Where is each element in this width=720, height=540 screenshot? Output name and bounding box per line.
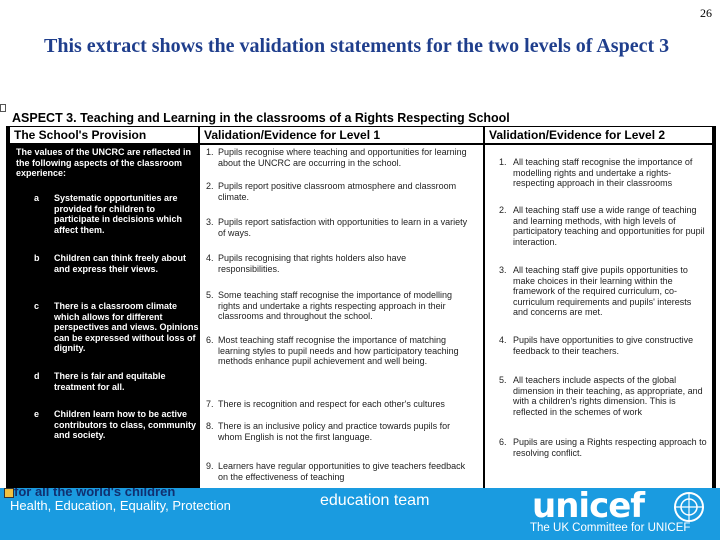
item-text: There is an inclusive policy and practice towards pupils for whom English is not the first language.	[218, 421, 451, 442]
item-letter: d	[34, 371, 40, 381]
item-number: 5.	[499, 375, 507, 385]
col-header-level1: Validation/Evidence for Level 1	[200, 127, 483, 143]
item-number: 2.	[499, 205, 507, 215]
item-number: 3.	[499, 265, 507, 275]
slide-number: 26	[700, 6, 712, 20]
item-text: All teaching staff give pupils opportunities to make choices in their learning within the framework of the required curriculum, co-curriculum requirements and pupils' interests and concerns are met.	[513, 265, 692, 317]
item-text: Children can think freely about and express their views.	[54, 253, 187, 274]
item-number: 5.	[206, 290, 214, 300]
footer-logo-icon	[4, 488, 14, 498]
item-text: Learners have regular opportunities to give teachers feedback on the effectiveness of teaching	[218, 461, 466, 482]
item-number: 1.	[499, 157, 507, 167]
unicef-logo: unicef	[532, 488, 645, 526]
provision-intro: The values of the UNCRC are reflected in the following aspects of the classroom experience:	[16, 147, 192, 178]
item-text: Most teaching staff recognise the importance of matching learning styles to pupil needs and how participatory teaching methods enhance pupil achievement and well being.	[218, 335, 459, 366]
item-number: 2.	[206, 181, 214, 191]
slide-title: This extract shows the validation statements for the two levels of Aspect 3	[44, 35, 670, 57]
item-text: All teachers include aspects of the global dimension in their teaching, as appropriate, and with a children's rights dimension. This is reflected in the schemes of work	[513, 375, 703, 417]
item-number: 8.	[206, 421, 214, 431]
item-text: Children learn how to be active contributors to class, community and society.	[54, 409, 197, 440]
item-letter: b	[34, 253, 40, 263]
item-text: All teaching staff recognise the importance of modelling rights and undertake a rights-respecting approach in their classrooms	[513, 157, 693, 188]
item-number: 3.	[206, 217, 214, 227]
item-text: There is recognition and respect for each other's cultures	[218, 399, 445, 409]
item-text: There is a classroom climate which allows for different perspectives and views. Opinions can be expressed without loss of dignity.	[54, 301, 199, 353]
unicef-subtitle: The UK Committee for UNICEF	[530, 522, 691, 534]
item-number: 1.	[206, 147, 214, 157]
item-number: 4.	[499, 335, 507, 345]
col-header-level2: Validation/Evidence for Level 2	[485, 127, 712, 143]
level2-column	[485, 145, 712, 488]
item-text: All teaching staff use a wide range of teaching and learning methods, with high levels of participatory teaching and opportunities for pupil interaction.	[513, 205, 705, 247]
item-number: 7.	[206, 399, 214, 409]
item-text: Pupils recognise where teaching and opportunities for learning about the UNCRC are occurring in the school.	[218, 147, 467, 168]
unicef-globe-icon	[672, 490, 706, 524]
item-text: Pupils are using a Rights respecting approach to resolving conflict.	[513, 437, 707, 458]
item-text: Pupils have opportunities to give constructive feedback to their teachers.	[513, 335, 694, 356]
item-letter: c	[34, 301, 40, 311]
item-text: Pupils recognising that rights holders also have responsibilities.	[218, 253, 407, 274]
item-text: There is fair and equitable treatment for all.	[54, 371, 166, 392]
col-header-provision: The School's Provision	[10, 127, 198, 143]
item-number: 4.	[206, 253, 214, 263]
item-number: 9.	[206, 461, 214, 471]
item-letter: a	[34, 193, 40, 203]
item-number: 6.	[206, 335, 214, 345]
item-text: Pupils report satisfaction with opportunities to learn in a variety of ways.	[218, 217, 468, 238]
footer-banner	[0, 488, 720, 540]
footer-slogan: for all the world's children	[14, 488, 176, 499]
footer-tagline: Health, Education, Equality, Protection	[10, 498, 231, 513]
provision-column	[10, 145, 198, 488]
level1-column	[200, 145, 483, 488]
item-text: Pupils report positive classroom atmosphere and classroom climate.	[218, 181, 457, 202]
aspect-table	[6, 110, 716, 488]
item-letter: e	[34, 409, 40, 419]
item-text: Some teaching staff recognise the importance of modelling rights and undertake a rights respecting approach in their classrooms and throughout the school.	[218, 290, 452, 321]
item-text: Systematic opportunities are provided for children to participate in decisions which affect them.	[54, 193, 183, 235]
footer-team-label: education team	[320, 492, 430, 509]
table-heading: ASPECT 3. Teaching and Learning in the classrooms of a Rights Respecting School	[6, 110, 716, 126]
item-number: 6.	[499, 437, 507, 447]
